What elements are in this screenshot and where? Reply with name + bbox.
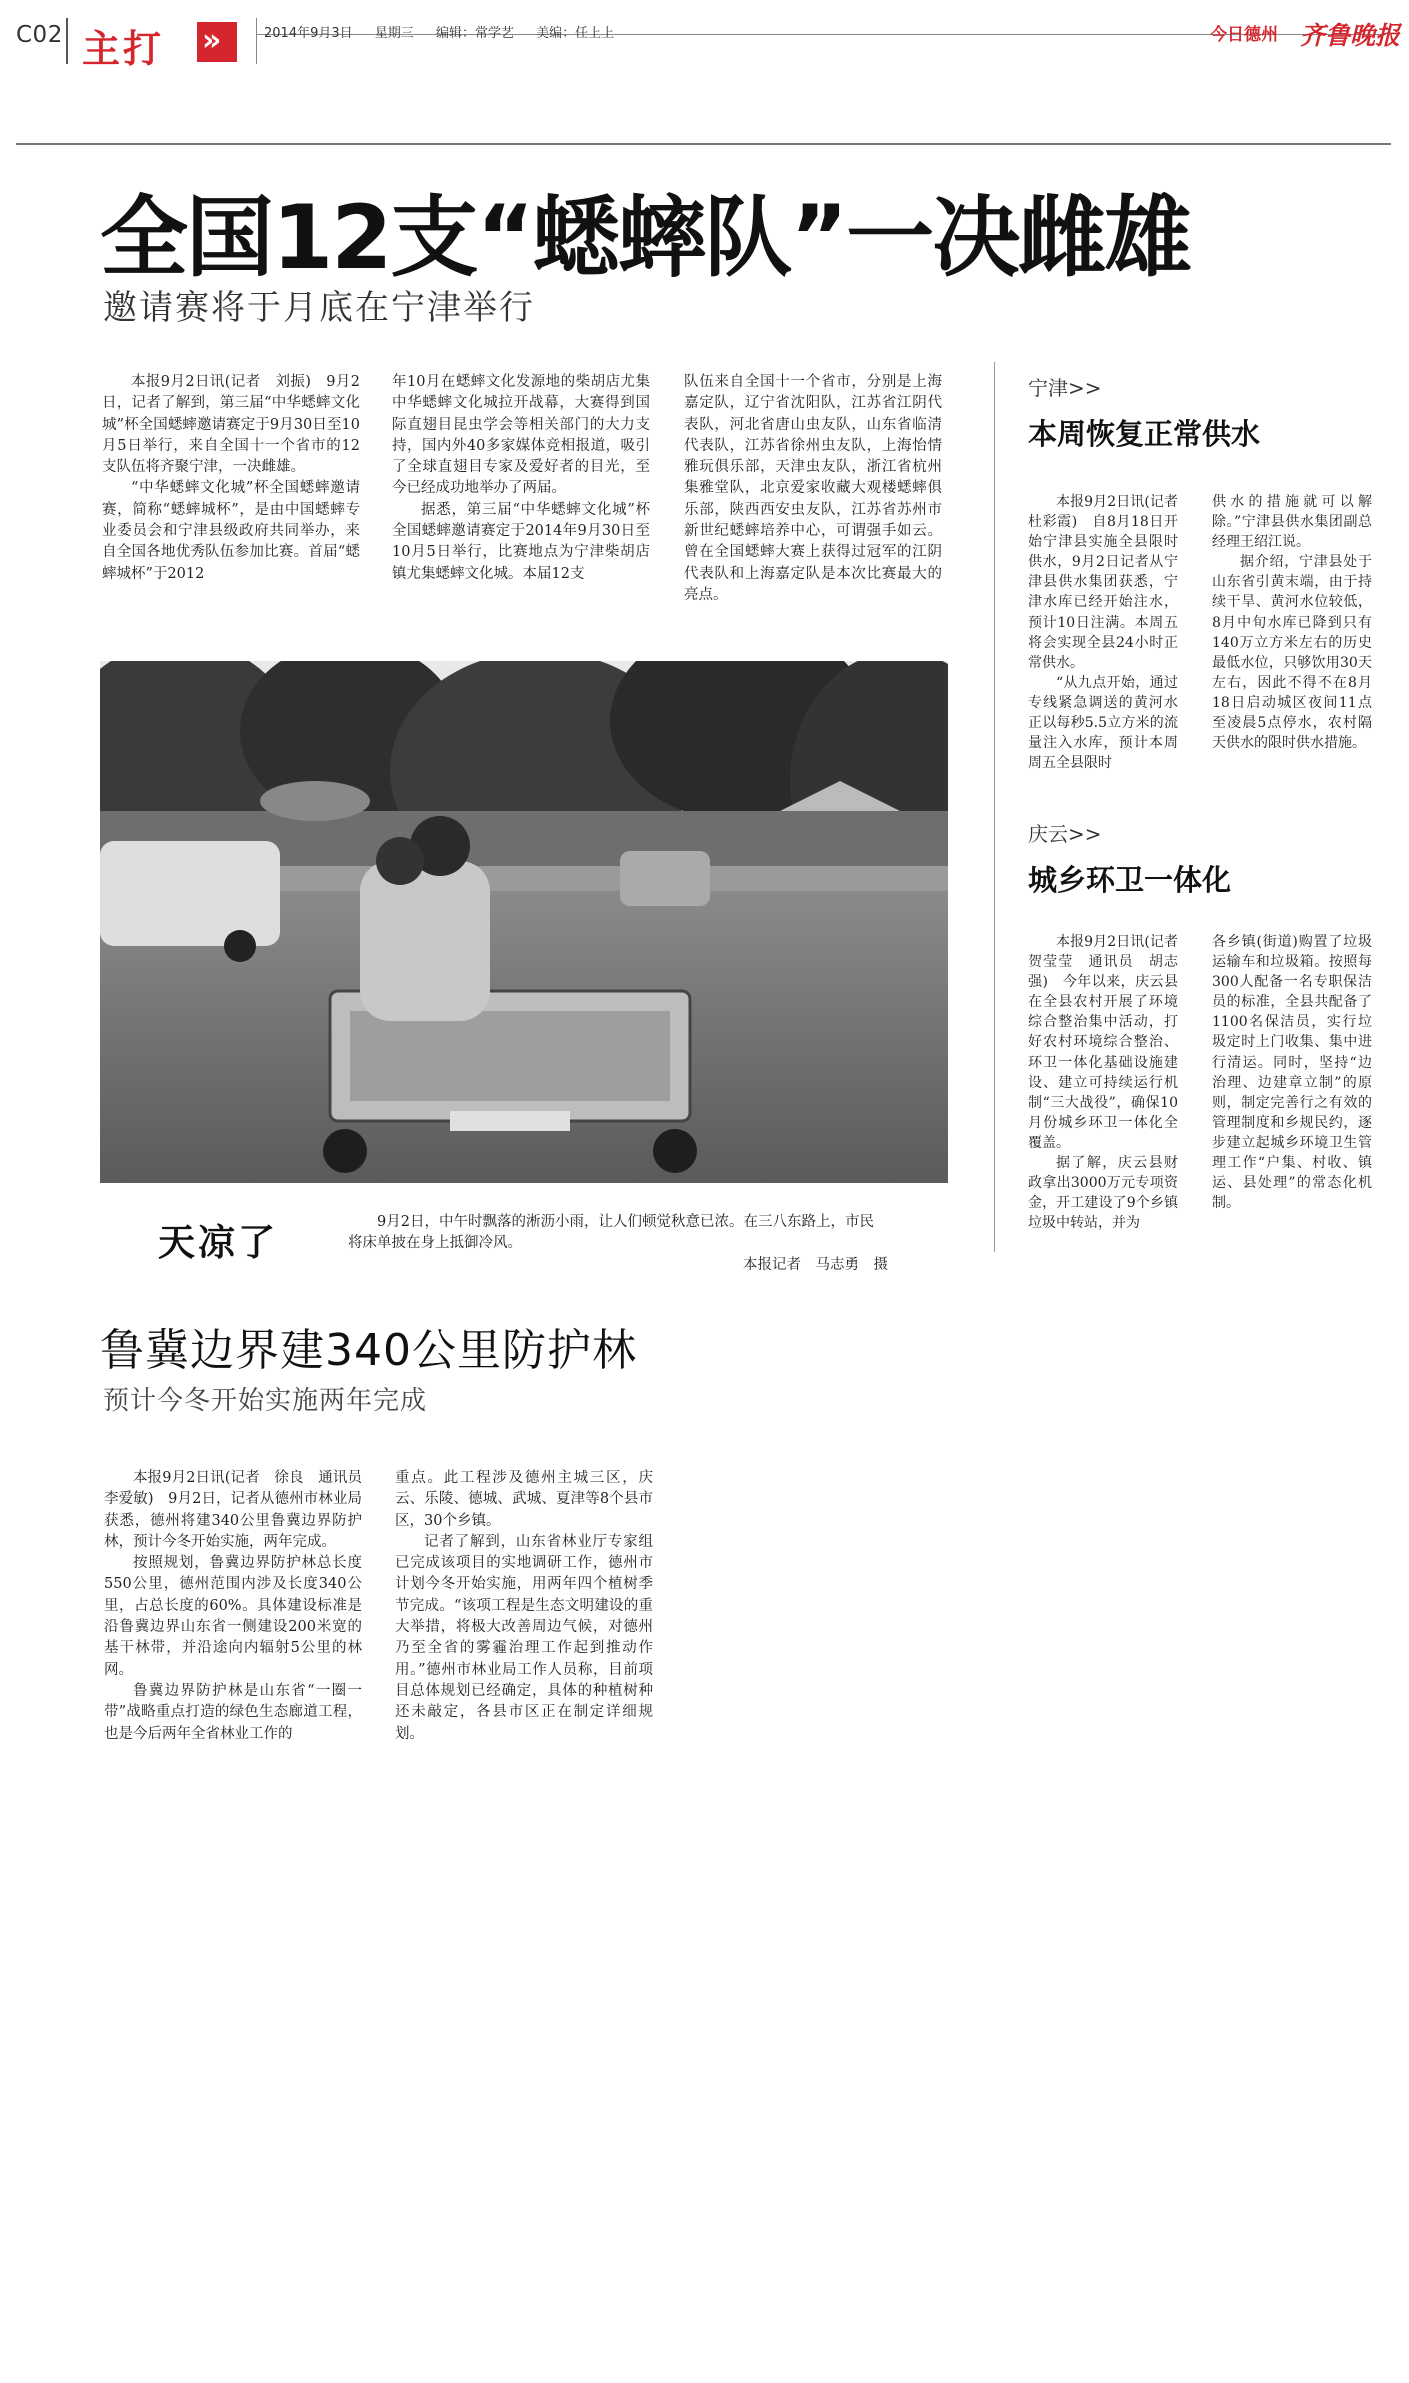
paragraph: “中华蟋蟀文化城”杯全国蟋蟀邀请赛，简称“蟋蟀城杯”，是由中国蟋蟀专业委员会和宁津县级政府共同举办，来自全国各地优秀队伍参加比赛。首届“蟋蟀城杯”于2012 <box>102 480 360 582</box>
story2-headline: 鲁冀边界建340公里防护林 <box>100 1325 637 1376</box>
header-divider <box>66 18 68 64</box>
paragraph: 重点。此工程涉及德州主城三区，庆云、乐陵、德城、武城、夏津等8个县市区，30个乡镇。 <box>395 1470 653 1529</box>
brief1-column-2 <box>1212 492 1372 753</box>
paragraph: 本报9月2日讯(记者 刘振) 9月2日，记者了解到，第三届“中华蟋蟀文化城”杯全国蟋蟀邀请赛定于9月30日至10月5日举行，来自全国十一个省市的12支队伍将齐聚宁津，一决雌雄。 <box>102 374 360 476</box>
paragraph: 本报9月2日讯(记者 徐良 通讯员 李爱敏) 9月2日，记者从德州市林业局获悉，德州将建340公里鲁冀边界防护林，预计今冬开始实施，两年完成。 <box>104 1470 377 1550</box>
story1-subheadline: 邀请赛将于月底在宁津举行 <box>103 288 535 328</box>
story1-column-2 <box>392 372 650 585</box>
page-number: C02 <box>16 22 63 48</box>
header-weekday: 星期三 <box>374 26 414 41</box>
story1-column-1 <box>102 372 360 585</box>
header-editor: 编辑：常学艺 <box>435 26 514 41</box>
story1-headline: 全国12支“蟋蟀队”一决雌雄 <box>100 186 1191 289</box>
newspaper-logo: 齐鲁晚报 <box>1300 21 1401 50</box>
brand-name: 今日德州 <box>1210 25 1278 45</box>
header-date: 2014年9月3日 <box>264 26 353 41</box>
paragraph: 本报9月2日讯(记者 贺莹莹 通讯员 胡志强) 今年以来，庆云县在全县农村开展了环境综合整治集中活动，打好农村环境综合整治、环卫一体化基础设施建设、建立可持续运行机制“三大战役”，确保10月份城乡环卫一体化全覆盖。 <box>1028 934 1192 1151</box>
paragraph: 鲁冀边界防护林是山东省“一圈一带”战略重点打造的绿色生态廊道工程，也是今后两年全省林业工作的 <box>104 1682 362 1742</box>
paragraph: 记者了解到，山东省林业厅专家组已完成该项目的实地调研工作，德州市计划今冬开始实施，用两年四个植树季节完成。“该项工程是生态文明建设的重大举措，将极大改善周边气候，对德州乃至全省的雾霾治理工作起到推动作用。”德州市林业局工作人员称，目前项目总体规划已经确定，具体的种植树种还未敲定，各县市区正在制定详细规划。 <box>395 1533 653 1742</box>
paragraph: 各乡镇(街道)购置了垃圾运输车和垃圾箱。按照每300人配备一名专职保洁员的标准，全县共配备了1100名保洁员，实行垃圾定时上门收集、集中进行清运。同时，坚持“边治理、边建章立制”的原则，制定完善行之有效的管理制度和乡规民约，逐步建立起城乡环境卫生管理工作“户集、村收、镇运、县处理”的常态化机制。 <box>1212 934 1372 1212</box>
section-title: 主打 <box>82 27 165 71</box>
caption-text: 9月2日，中午时飘落的淅沥小雨，让人们顿觉秋意已浓。在三八东路上，市民将床单披在身上抵御冷风。 <box>348 1214 874 1252</box>
news-photo <box>100 661 948 1183</box>
header-divider-2 <box>256 18 257 64</box>
story2-subheadline: 预计今冬开始实施两年完成 <box>103 1386 428 1416</box>
paragraph: 据悉，第三届“中华蟋蟀文化城”杯全国蟋蟀邀请赛定于2014年9月30日至10月5日举行，比赛地点为宁津柴胡店镇尤集蟋蟀文化城。本届12支 <box>392 501 650 582</box>
paragraph: 队伍来自全国十一个省市，分别是上海嘉定队，辽宁省沈阳队，江苏省江阴代表队，河北省唐山虫友队，山东省临清代表队，江苏省徐州虫友队，上海怡情雅玩俱乐部，天津虫友队，浙江省杭州集雅堂队，北京爱家收藏大观楼蟋蟀俱乐部，陕西西安虫友队，江苏省苏州市新世纪蟋蟀培养中心，可谓强手如云。曾在全国蟋蟀大赛上获得过冠军的江阴代表队和上海嘉定队是本次比赛最大的亮点。 <box>684 374 942 603</box>
photo-title: 天凉了 <box>158 1221 278 1264</box>
story2-column-1 <box>104 1468 377 1745</box>
brief2-area: 庆云>> <box>1028 822 1102 846</box>
section-arrow-icon <box>197 22 237 62</box>
brief2-title: 城乡环卫一体化 <box>1028 863 1232 897</box>
paragraph: 据介绍，宁津县处于山东省引黄末端，由于持续干旱、黄河水位较低，8月中旬水库已降到只有140万立方米左右的历史最低水位，只够饮用30天左右，因此不得不在8月18日启动城区夜间11点至凌晨5点停水，农村隔天供水的限时供水措施。 <box>1212 554 1372 752</box>
header-designer: 美编：任上上 <box>536 26 615 41</box>
paragraph: 据了解，庆云县财政拿出3000万元专项资金，开工建设了9个乡镇垃圾中转站，并为 <box>1028 1155 1178 1232</box>
story1-column-3 <box>684 372 942 606</box>
paragraph: “从九点开始，通过专线紧急调送的黄河水正以每秒5.5立方米的流量注入水库，预计本周周五全县限时 <box>1028 674 1178 772</box>
paragraph: 本报9月2日讯(记者 杜彩霞) 自8月18日开始宁津县实施全县限时供水，9月2日记者从宁津县供水集团获悉，宁津水库已经开始注水，预计10日注满。本周五将会实现全县24小时正常供水。 <box>1028 494 1192 671</box>
brief1-title: 本周恢复正常供水 <box>1028 417 1261 451</box>
photo-caption <box>348 1212 888 1276</box>
photo-credit: 本报记者 马志勇 摄 <box>743 1256 888 1273</box>
brief2-column-2 <box>1212 932 1372 1213</box>
story2-column-2 <box>395 1468 653 1745</box>
photo-illustration <box>100 661 948 1183</box>
brief1-column-1 <box>1028 492 1192 773</box>
header-meta <box>264 22 632 41</box>
section-arrow-glyph: » <box>202 23 222 58</box>
main-rule <box>16 143 1391 145</box>
column-separator <box>994 362 995 1252</box>
paragraph: 按照规划，鲁冀边界防护林总长度550公里，德州范围内涉及长度340公里，占总长度的60%。具体建设标准是沿鲁冀边界山东省一侧建设200米宽的基干林带，并沿途向内辐射5公里的林网。 <box>104 1555 362 1678</box>
brief1-area: 宁津>> <box>1028 376 1102 400</box>
paragraph: 年10月在蟋蟀文化发源地的柴胡店尤集中华蟋蟀文化城拉开战幕，大赛得到国际直翅目昆虫学会等相关部门的大力支持，国内外40多家媒体竞相报道，吸引了全球直翅目专家及爱好者的目光，至今已经成功地举办了两届。 <box>392 374 650 497</box>
brief2-column-1 <box>1028 932 1192 1233</box>
paragraph: 供水的措施就可以解除。”宁津县供水集团副总经理王绍江说。 <box>1212 494 1372 551</box>
